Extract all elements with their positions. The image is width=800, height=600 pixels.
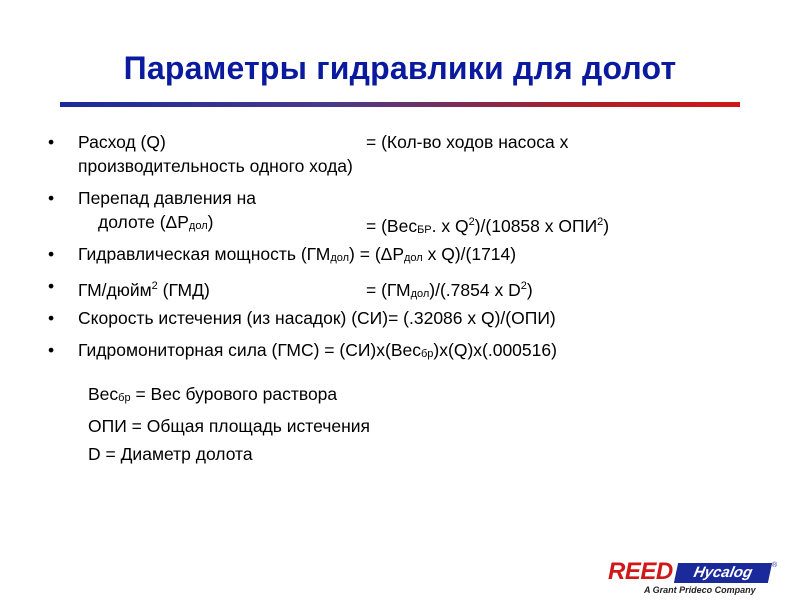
bullet-dot: •	[48, 188, 55, 208]
logo-hycalog-text: Hycalog	[674, 563, 772, 583]
bullet-dot: •	[48, 276, 55, 296]
definition-total-flow-area: ОПИ = Общая площадь истечения	[88, 416, 371, 436]
pressure-drop-label: Перепад давления на	[78, 188, 257, 208]
bullet-dot: •	[48, 308, 55, 328]
slide-title: Параметры гидравлики для долот	[123, 50, 677, 86]
bullet-dot: •	[48, 244, 55, 264]
flow-rate-formula: = (Кол-во ходов насоса х	[366, 132, 569, 152]
definitions	[88, 380, 370, 468]
logo-registered-mark: ®	[772, 562, 778, 569]
pressure-drop-formula: = (ВесБР. х $Q^2)/(10858$ х ОПИ$^2$)	[366, 216, 610, 236]
company-logo	[600, 560, 780, 596]
power-per-inch-formula: = (ГМдол)/(.7854 х $D^2$)	[366, 280, 533, 300]
definition-bit-diameter: D = Диаметр долота	[88, 444, 253, 464]
logo-reed-text: REED	[608, 558, 673, 585]
flow-rate-formula-cont: производительность одного хода)	[78, 156, 353, 176]
pressure-drop-label-cont: долоте (ΔPдол)	[98, 212, 214, 232]
impact-force-line: Гидромониторная сила (ГМС) = (СИ)х(Весбр)х(Q)х(.000516)	[78, 340, 557, 360]
title-underline	[60, 102, 740, 107]
power-per-inch-label: ГМ/дюйм$^2$ (ГМД)	[78, 280, 210, 300]
bullet-dot: •	[48, 132, 55, 152]
jet-velocity-line: Скорость истечения (из насадок) (СИ)= (.32086 х Q)/(ОПИ)	[78, 308, 556, 328]
definition-mud-weight: Весбр = Вес бурового раствора	[88, 384, 338, 404]
flow-rate-label: Расход (Q)	[78, 132, 166, 152]
logo-tagline: A Grant Prideco Company	[644, 585, 756, 595]
bullet-dot: •	[48, 340, 55, 360]
hydraulic-power-line: Гидравлическая мощность (ГМдол) = (ΔPдол х Q)/(1714)	[78, 244, 517, 264]
